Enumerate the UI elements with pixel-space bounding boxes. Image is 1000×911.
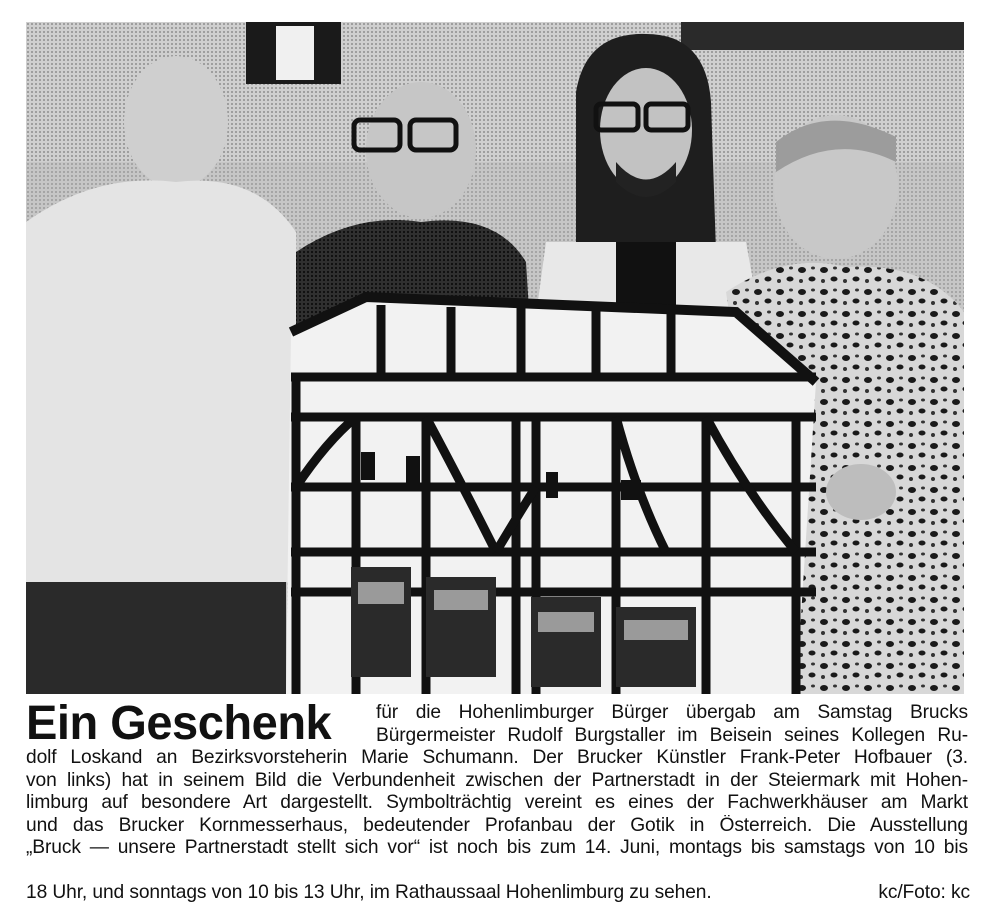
photo-illustration (26, 22, 964, 694)
caption-body-line-4: und das Brucker Kornmesserhaus, bedeutender Profanbau der Gotik in Österreich. Die Ausstellung (26, 814, 968, 836)
caption-body-line-5: „Bruck — unsere Partnerstadt stellt sich vor“ ist noch bis zum 14. Juni, montags bis samstags von 10 bis (26, 837, 968, 858)
photo-credit: kc/Foto: kc (878, 882, 970, 903)
caption-body (26, 747, 968, 860)
caption-lead-line-2: Bürgermeister Rudolf Burgstaller im Beisein seines Kollegen Ru- (376, 724, 968, 746)
caption-last-line: 18 Uhr, und sonntags von 10 bis 13 Uhr, im Rathaussaal Hohenlimburg zu sehen. (26, 882, 712, 903)
newspaper-photo (26, 22, 964, 694)
photo-caption (26, 697, 970, 903)
painting (286, 297, 816, 694)
caption-body-line-1: dolf Loskand an Bezirksvorsteherin Marie Schumann. Der Brucker Künstler Frank-Peter Hofbauer (3. (26, 747, 968, 768)
caption-body-line-2: von links) hat in seinem Bild die Verbundenheit zwischen der Partnerstadt in der Steiermark mit Hohen- (26, 769, 968, 791)
caption-lead-line-1: für die Hohenlimburger Bürger übergab am Samstag Brucks (376, 702, 968, 723)
caption-body-line-3: limburg auf besondere Art dargestellt. Symbolträchtig vereint es eines der Fachwerkhäuser am Markt (26, 792, 968, 813)
caption-headline: Ein Geschenk (26, 697, 332, 750)
caption-lead (376, 702, 968, 747)
